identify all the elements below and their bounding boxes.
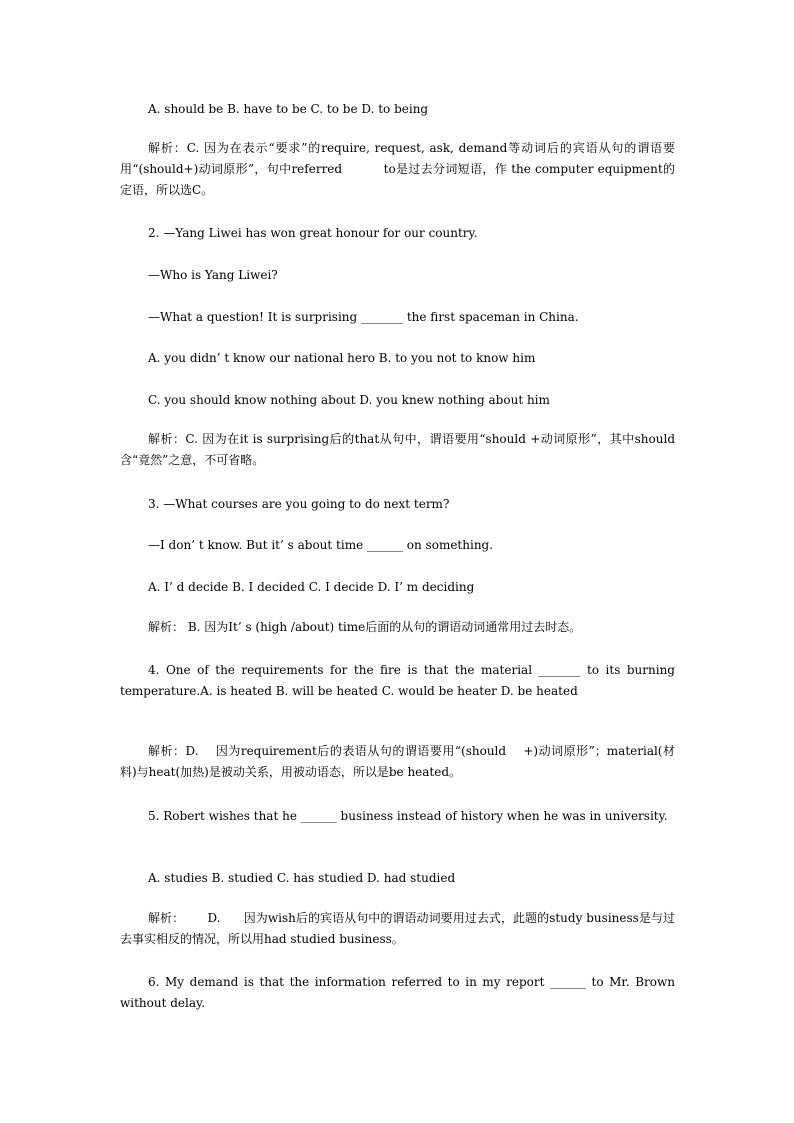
q5-stem: 5. Robert wishes that he ______ business instead of history when he was in university. — [148, 809, 668, 823]
q3-options: A. I’ d decide B. I decided C. I decide D. I’ m deciding — [148, 580, 475, 594]
q2-dialog-line: —Who is Yang Liwei? — [148, 268, 278, 282]
q2-explanation: 解析：C. 因为在it is surprising后的that从句中，谓语要用“should +动词原形”，其中should含“竟然”之意，不可省略。 — [120, 432, 675, 467]
q5-options: A. studies B. studied C. has studied D. had studied — [148, 871, 456, 885]
q3-stem: 3. —What courses are you going to do next term? — [148, 497, 450, 511]
q2-stem: 2. —Yang Liwei has won great honour for our country. — [148, 226, 478, 240]
q2-dialog-line: —What a question! It is surprising _______ the first spaceman in China. — [148, 310, 579, 324]
q1-options: A. should be B. have to be C. to be D. to being — [148, 102, 429, 116]
q5-explanation: 解析： D. 因为wish后的宾语从句中的谓语动词要用过去式，此题的study business是与过去事实相反的情况，所以用had studied business。 — [120, 911, 675, 946]
q3-explanation: 解析： B. 因为It’ s (high /about) time后面的从句的谓语动词通常用过去时态。 — [148, 620, 582, 634]
q2-options-cd: C. you should know nothing about D. you knew nothing about him — [148, 393, 550, 407]
q6-stem: 6. My demand is that the information referred to in my report ______ to Mr. Brown without delay. — [120, 975, 679, 1010]
q3-dialog-line: —I don’ t know. But it’ s about time ______ on something. — [148, 538, 494, 552]
q1-explanation: 解析：C. 因为在表示“要求”的require, request, ask, demand等动词后的宾语从句的谓语要用“(should+)动词原形”，句中referred to是过去分词短语，作 the computer equipment的定语，所以选C。 — [120, 141, 675, 197]
q4-stem-options: 4. One of the requirements for the fire is that the material _______ to its burning temperature.A. is heated B. will be heated C. would be heater D. be heated — [120, 663, 679, 698]
q2-options-ab: A. you didn’ t know our national hero B. to you not to know him — [148, 351, 536, 365]
q4-explanation: 解析：D. 因为requirement后的表语从句的谓语要用“(should +)动词原形”；material(材料)与heat(加热)是被动关系，用被动语态，所以是be heated。 — [120, 744, 675, 779]
